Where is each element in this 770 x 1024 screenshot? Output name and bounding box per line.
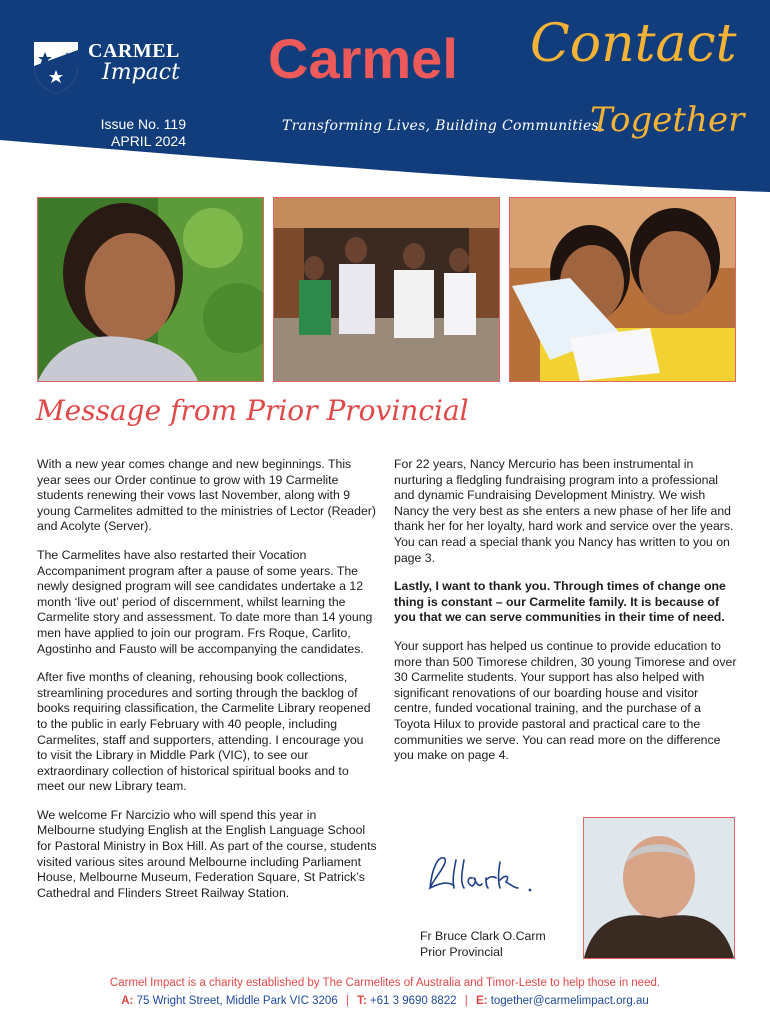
- tagline: Transforming Lives, Building Communities,: [282, 118, 604, 134]
- paragraph: After five months of cleaning, rehousing book collections, streamlining procedures and sorting through the backlog of books requiring classification, the Carmelite Library reopened to the public in early February with 40 people, including Carmelites, staff and supporters, attending. I encourage you to visit the Library in Middle Park (VIC), to see our extraordinary collection of historical spiritual books and to meet our new Library team.: [37, 670, 371, 794]
- photo-children-reading: [509, 197, 736, 382]
- divider: |: [345, 995, 349, 1007]
- portrait-prior-provincial: [583, 817, 735, 959]
- title-carmel: Carmel: [268, 27, 458, 90]
- paragraph: Your support has helped us continue to provide education to more than 500 Timorese children, 30 young Timorese and over 30 Carmelite students. Your support has also helped with significant renovations of our boarding house and visitor centre, funded vocational training, and the purchase of a Toyota Hilux to provide pastoral and practical care to the communities we serve. You can read more on the difference you make on page 4.: [394, 638, 737, 763]
- address-text: 75 Wright Street, Middle Park VIC 3206: [136, 995, 338, 1007]
- issue-info: [96, 116, 186, 150]
- carmel-impact-logo: [28, 36, 203, 98]
- portrait-image: [584, 818, 734, 958]
- section-heading: Message from Prior Provincial: [36, 394, 469, 427]
- masthead: [0, 0, 770, 192]
- signatory-name: Fr Bruce Clark O.Carm: [420, 929, 546, 943]
- body-column-left: [37, 457, 377, 914]
- paragraph-bold: Lastly, I want to thank you. Through times of change one thing is constant – our Carmelite family. It is because of you that we can serve communities in their time of need.: [394, 579, 726, 625]
- students-group-image: [274, 198, 499, 381]
- address-label: A:: [121, 995, 134, 1007]
- email-link[interactable]: together@carmelimpact.org.au: [490, 995, 649, 1007]
- signature-image: [420, 848, 560, 898]
- photo-students-group: [273, 197, 500, 382]
- email-label: E:: [475, 995, 488, 1007]
- children-reading-image: [510, 198, 735, 381]
- paragraph: We welcome Fr Narcizio who will spend this year in Melbourne studying English at the English Language School for Pastoral Ministry in Box Hill. As part of the course, students visited various sites around Melbourne including Parliament House, Melbourne Museum, Federation Square, St Patrick’s Cathedral and Flinders Street Railway Station.: [37, 807, 377, 900]
- signatory-role: Prior Provincial: [420, 945, 503, 959]
- phone-text[interactable]: +61 3 9690 8822: [369, 995, 457, 1007]
- body-column-right: [394, 457, 739, 777]
- paragraph: With a new year comes change and new beginnings. This year sees our Order continue to grow with 19 Carmelite students renewing their vows last November, along with 9 young Carmelites admitted to the ministries of Lector (Reader) and Acolyte (Server).: [37, 457, 376, 534]
- issue-date: APRIL 2024: [111, 133, 186, 149]
- paragraph: For 22 years, Nancy Mercurio has been instrumental in nurturing a fledgling fundraising program into a professional and dynamic Fundraising Development Ministry. We wish Nancy the very best as she enters a new phase of her life and thank her for her loyalty, hard work and service over the years. You can read a special thank you Nancy has written to you on page 3.: [394, 457, 734, 565]
- issue-number: Issue No. 119: [100, 116, 186, 132]
- young-woman-image: [38, 198, 263, 381]
- title-together: Together: [590, 100, 745, 140]
- logo-impact-text: Impact: [102, 60, 180, 85]
- divider: |: [464, 995, 468, 1007]
- photo-young-woman: [37, 197, 264, 382]
- paragraph: The Carmelites have also restarted their Vocation Accompaniment program after a pause of some years. The newly designed program will see candidates undertake a 12 month ‘live out’ period of discernment, whilst learning the Carmelite story and assessment. To date more than 14 young men have applied to join our program. Frs Roque, Carlito, Agostinho and Fausto will be accompanying the candidates.: [37, 547, 373, 656]
- phone-label: T:: [357, 995, 367, 1007]
- footer-charity-statement: Carmel Impact is a charity established by The Carmelites of Australia and Timor-Leste to help those in need.: [109, 977, 661, 989]
- signatory: [420, 928, 546, 960]
- shield-icon: [28, 36, 84, 96]
- logo-carmel-text: CARMEL: [88, 40, 180, 62]
- footer-contact: [0, 995, 770, 1007]
- title-contact: Contact: [530, 14, 737, 74]
